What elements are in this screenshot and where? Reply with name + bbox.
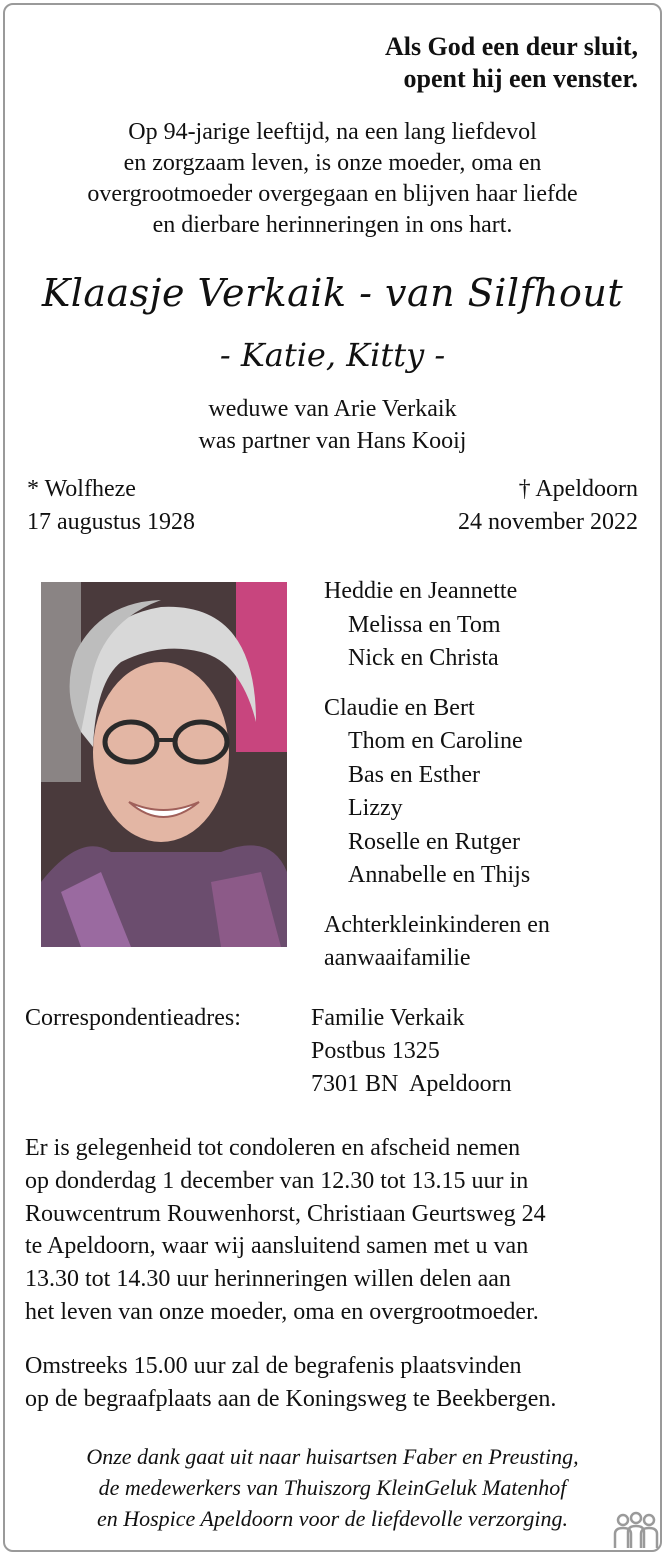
family-member: Nick en Christa <box>348 645 499 671</box>
ceremony-line: het leven van onze moeder, oma en overgrootmoeder. <box>25 1298 539 1325</box>
intro-text <box>5 117 660 241</box>
burial-text <box>25 1350 655 1416</box>
thanks-line: Onze dank gaat uit naar huisartsen Faber en Preusting, <box>86 1444 579 1469</box>
family-extended: Achterkleinkinderen en <box>324 911 550 938</box>
death-date: 24 november 2022 <box>458 509 638 535</box>
family-member: Melissa en Tom <box>348 611 501 638</box>
ceremony-line: Rouwcentrum Rouwenhorst, Christiaan Geurtsweg 24 <box>25 1200 546 1227</box>
family-group <box>324 909 550 976</box>
intro-line: en zorgzaam leven, is onze moeder, oma en <box>123 150 542 176</box>
birth-info <box>27 473 195 539</box>
people-logo-icon <box>611 1510 661 1550</box>
portrait-photo <box>41 582 287 947</box>
deceased-name: Klaasje Verkaik - van Silfhout <box>41 271 624 315</box>
intro-line: overgrootmoeder overgegaan en blijven haar liefde <box>87 181 578 207</box>
family-group <box>324 692 550 893</box>
obituary-card <box>3 3 662 1552</box>
ceremony-text <box>25 1132 655 1329</box>
correspondence-label: Correspondentieadres: <box>25 1005 241 1031</box>
correspondence-address <box>311 1002 512 1101</box>
thanks-line: de medewerkers van Thuiszorg KleinGeluk Matenhof <box>98 1475 567 1500</box>
family-extended: aanwaaifamilie <box>324 945 471 971</box>
family-member: Annabelle en Thijs <box>348 862 531 888</box>
opening-quote <box>385 31 638 95</box>
family-head: Claudie en Bert <box>324 694 475 721</box>
burial-line: op de begraafplaats aan de Koningsweg te Beekbergen. <box>25 1385 557 1412</box>
address-line: Postbus 1325 <box>311 1038 440 1064</box>
intro-line: en dierbare herinneringen in ons hart. <box>152 212 513 238</box>
relations <box>5 393 660 457</box>
family-member: Thom en Caroline <box>348 728 523 754</box>
family-member: Bas en Esther <box>348 761 480 788</box>
address-line: Familie Verkaik <box>311 1005 465 1031</box>
intro-line: Op 94-jarige leeftijd, na een lang liefdevol <box>128 119 537 145</box>
quote-line: Als God een deur sluit, <box>384 32 638 61</box>
family-group <box>324 575 550 676</box>
deceased-nickname: - Katie, Kitty - <box>219 336 446 374</box>
birth-place: * Wolfheze <box>27 476 136 502</box>
ceremony-line: op donderdag 1 december van 12.30 tot 13.15 uur in <box>25 1167 529 1194</box>
relation-line: weduwe van Arie Verkaik <box>208 396 457 422</box>
ceremony-line: 13.30 tot 14.30 uur herinneringen willen delen aan <box>25 1266 511 1293</box>
people-logo-graphic <box>611 1510 661 1550</box>
family-member: Roselle en Rutger <box>348 828 520 855</box>
thanks-line: en Hospice Apeldoorn voor de liefdevolle verzorging. <box>96 1506 569 1531</box>
family-head: Heddie en Jeannette <box>324 578 518 604</box>
thanks-text <box>5 1441 660 1534</box>
family-list <box>324 575 550 976</box>
ceremony-line: Er is gelegenheid tot condoleren en afscheid nemen <box>25 1135 521 1161</box>
portrait-illustration <box>41 582 287 947</box>
birth-date: 17 augustus 1928 <box>27 509 195 535</box>
relation-line: was partner van Hans Kooij <box>198 428 467 454</box>
address-line: 7301 BN Apeldoorn <box>311 1071 512 1097</box>
death-place: † Apeldoorn <box>518 476 638 502</box>
death-info <box>458 473 638 539</box>
burial-line: Omstreeks 15.00 uur zal de begrafenis plaatsvinden <box>25 1353 522 1379</box>
ceremony-line: te Apeldoorn, waar wij aansluitend samen met u van <box>25 1233 529 1260</box>
family-member: Lizzy <box>348 795 403 821</box>
quote-line: opent hij een venster. <box>403 64 638 93</box>
